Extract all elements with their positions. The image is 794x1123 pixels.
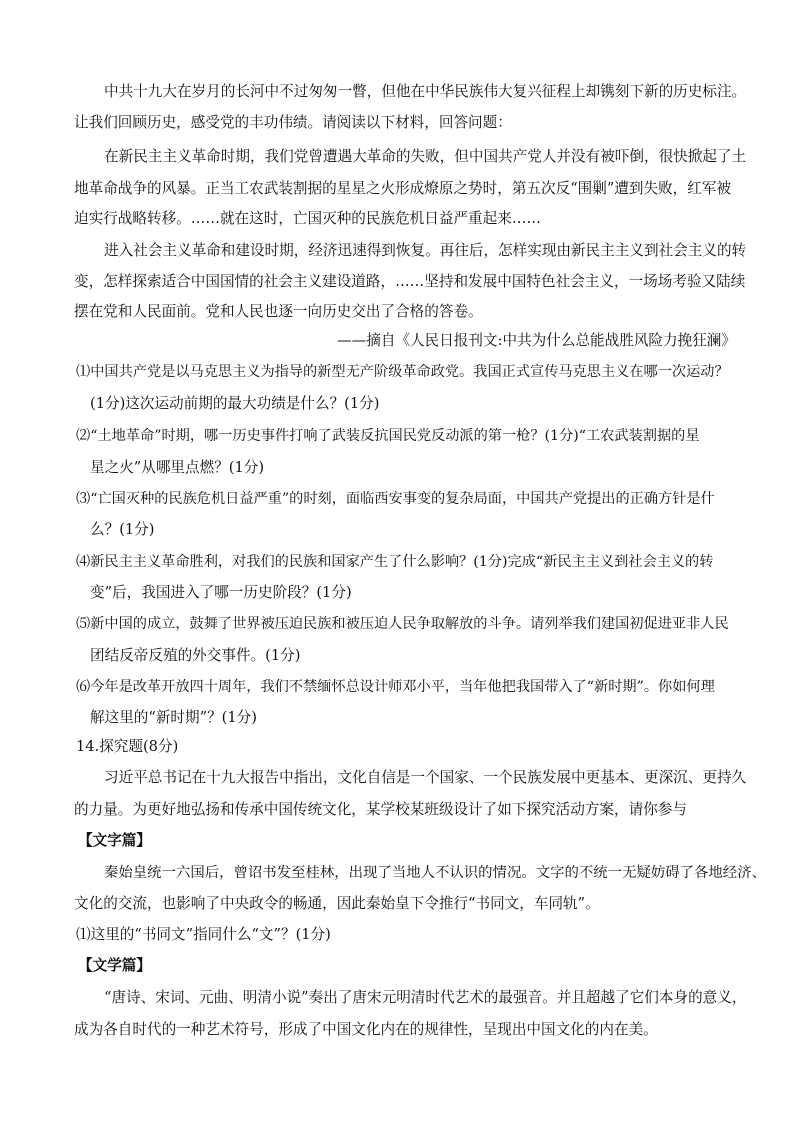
question-14-title: 14.探究题(8分) bbox=[76, 738, 179, 755]
material-2-line-2: 变，怎样探索适合中国国情的社会主义建设道路，……坚持和发展中国特色社会主义，一场场考验又陆续 bbox=[74, 273, 746, 290]
question-6-line-2: 解这里的“新时期”？(1分) bbox=[90, 709, 257, 726]
material-2-line-1: 进入社会主义革命和建设时期，经济迅速得到恢复。再往后，怎样实现由新民主主义到社会主义的转 bbox=[104, 242, 747, 259]
section-header-wenxue: 【文学篇】 bbox=[78, 957, 151, 974]
section-1-line-2: 文化的交流，也影响了中央政令的畅通，因此秦始皇下令推行“书同文，车同轨”。 bbox=[74, 895, 600, 912]
section-2-line-1: “唐诗、宋词、元曲、明清小说”奏出了唐宋元明清时代艺术的最强音。并且超越了它们本身的意义， bbox=[104, 989, 747, 1006]
material-2-line-3: 摆在党和人民面前。党和人民也逐一向历史交出了合格的答卷。 bbox=[74, 303, 483, 320]
section-1-question: ⑴这里的“书同文”指同什么“文”？(1分) bbox=[76, 926, 331, 943]
material-1-line-2: 地革命战争的风暴。正当工农武装割据的星星之火形成燎原之势时，第五次反“围剿”遭到失败，红军被 bbox=[74, 180, 732, 197]
question-5-line-2: 团结反帝反殖的外交事件。(1分) bbox=[90, 647, 301, 664]
question-5-line-1: ⑸新中国的成立，鼓舞了世界被压迫民族和被压迫人民争取解放的斗争。请列举我们建国初促进亚非人民 bbox=[76, 616, 729, 632]
section-1-line-1: 秦始皇统一六国后，曾诏书发至桂林，出现了当地人不认识的情况。文字的不统一无疑妨碍了各地经济、 bbox=[104, 865, 766, 881]
material-1-line-3: 迫实行战略转移。……就在这时，亡国灭种的民族危机日益严重起来…… bbox=[74, 210, 542, 227]
question-4-line-1: ⑷新民主主义革命胜利，对我们的民族和国家产生了什么影响？(1分)完成“新民主主义到社会主义的转 bbox=[76, 554, 714, 570]
intro-line-1: 中共十九大在岁月的长河中不过匆匆一瞥，但他在中华民族伟大复兴征程上却镌刻下新的历史标注。 bbox=[104, 83, 747, 100]
material-source: ——摘自《人民日报刊文:中共为什么总能战胜风险力挽狂澜》 bbox=[337, 332, 736, 349]
question-6-line-1: ⑹今年是改革开放四十周年，我们不禁缅怀总设计师邓小平，当年他把我国带入了“新时期”。你如何理 bbox=[76, 679, 715, 695]
question-2-line-1: ⑵“土地革命”时期，哪一历史事件打响了武装反抗国民党反动派的第一枪？(1分)“工农武装割据的星 bbox=[76, 428, 700, 444]
section-header-wenzi: 【文字篇】 bbox=[78, 832, 151, 849]
question-1-line-2: (1分)这次运动前期的最大功绩是什么？(1分) bbox=[90, 395, 380, 412]
question-3-line-1: ⑶“亡国灭种的民族危机日益严重”的时刻，面临西安事变的复杂局面，中国共产党提出的正确方针是什 bbox=[76, 491, 715, 507]
question-4-line-2: 变”后，我国进入了哪一历史阶段？(1分) bbox=[90, 584, 352, 601]
section-2-line-2: 成为各自时代的一种艺术符号，形成了中国文化内在的规律性，呈现出中国文化的内在美。 bbox=[74, 1021, 658, 1038]
question-14-intro-line-1: 习近平总书记在十九大报告中指出，文化自信是一个国家、一个民族发展中更基本、更深沉、更持久 bbox=[104, 769, 747, 786]
question-2-line-2: 星之火”从哪里点燃？(1分) bbox=[90, 459, 265, 476]
material-1-line-1: 在新民主主义革命时期，我们党曾遭遇大革命的失败，但中国共产党人并没有被吓倒，很快掀起了土 bbox=[104, 148, 747, 165]
question-14-intro-line-2: 的力量。为更好地弘扬和传承中国传统文化，某学校某班级设计了如下探究活动方案，请你参与 bbox=[74, 801, 687, 818]
intro-line-2: 让我们回顾历史，感受党的丰功伟绩。请阅读以下材料，回答问题： bbox=[74, 114, 512, 131]
question-3-line-2: 么？(1分) bbox=[90, 521, 155, 538]
question-1-line-1: ⑴中国共产党是以马克思主义为指导的新型无产阶级革命政党。我国正式宣传马克思主义在哪一次运动？ bbox=[76, 364, 729, 380]
